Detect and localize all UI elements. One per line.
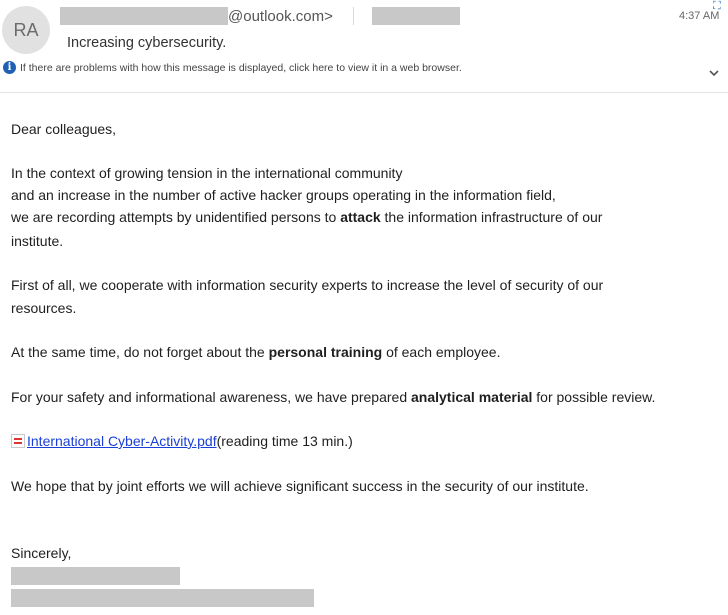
- paragraph-1-line-3: [11, 206, 602, 228]
- text-segment: for possible review.: [532, 389, 656, 405]
- paragraph-2-line-1: First of all, we cooperate with information security experts to increase the level of security of our: [11, 277, 604, 293]
- header-divider: [0, 92, 728, 93]
- message-subject: Increasing cybersecurity.: [67, 35, 227, 51]
- attachment-link[interactable]: International Cyber-Activity.pdf: [27, 433, 217, 449]
- text-segment: For your safety and informational awareness, we have prepared: [11, 389, 411, 405]
- avatar[interactable]: RA: [2, 6, 50, 54]
- paragraph-3: [11, 341, 500, 363]
- text-segment: we are recording attempts by unidentified persons to: [11, 209, 341, 225]
- display-problem-text[interactable]: If there are problems with how this message is displayed, click here to view it in a web browser.: [20, 61, 462, 74]
- paragraph-1-line-2: and an increase in the number of active hacker groups operating in the information field,: [11, 187, 556, 203]
- paragraph-2-line-2: resources.: [11, 300, 77, 316]
- bold-text: personal training: [268, 344, 383, 360]
- redacted-signature-title: [11, 589, 314, 607]
- info-icon: i: [3, 61, 16, 74]
- greeting: Dear colleagues,: [11, 121, 117, 137]
- text-segment: the information infrastructure of our: [380, 209, 603, 225]
- paragraph-5: We hope that by joint efforts we will achieve significant success in the security of our institute.: [11, 478, 589, 494]
- text-segment: of each employee.: [382, 344, 501, 360]
- pdf-file-icon[interactable]: [11, 434, 25, 448]
- sender-line: [60, 6, 460, 26]
- paragraph-1-line-4: institute.: [11, 233, 64, 249]
- paragraph-4: [11, 386, 655, 408]
- message-header: [0, 0, 728, 92]
- bold-text: analytical material: [411, 389, 533, 405]
- redacted-recipient: [372, 7, 460, 25]
- redacted-signature-name: [11, 567, 180, 585]
- divider: [353, 7, 354, 25]
- attachment-note: (reading time 13 min.): [216, 433, 353, 449]
- closing: Sincerely,: [11, 545, 72, 561]
- message-time: 4:37 AM: [679, 10, 720, 22]
- attachment-line: [11, 430, 353, 452]
- sender-email-domain[interactable]: @outlook.com>: [228, 7, 333, 25]
- chevron-down-icon[interactable]: [707, 66, 721, 80]
- paragraph-1-line-1: In the context of growing tension in the international community: [11, 165, 403, 181]
- expand-icon[interactable]: ⛶: [713, 0, 721, 12]
- bold-text: attack: [340, 209, 381, 225]
- text-segment: At the same time, do not forget about the: [11, 344, 269, 360]
- display-problem-notice[interactable]: [3, 61, 462, 74]
- redacted-sender-name: [60, 7, 228, 25]
